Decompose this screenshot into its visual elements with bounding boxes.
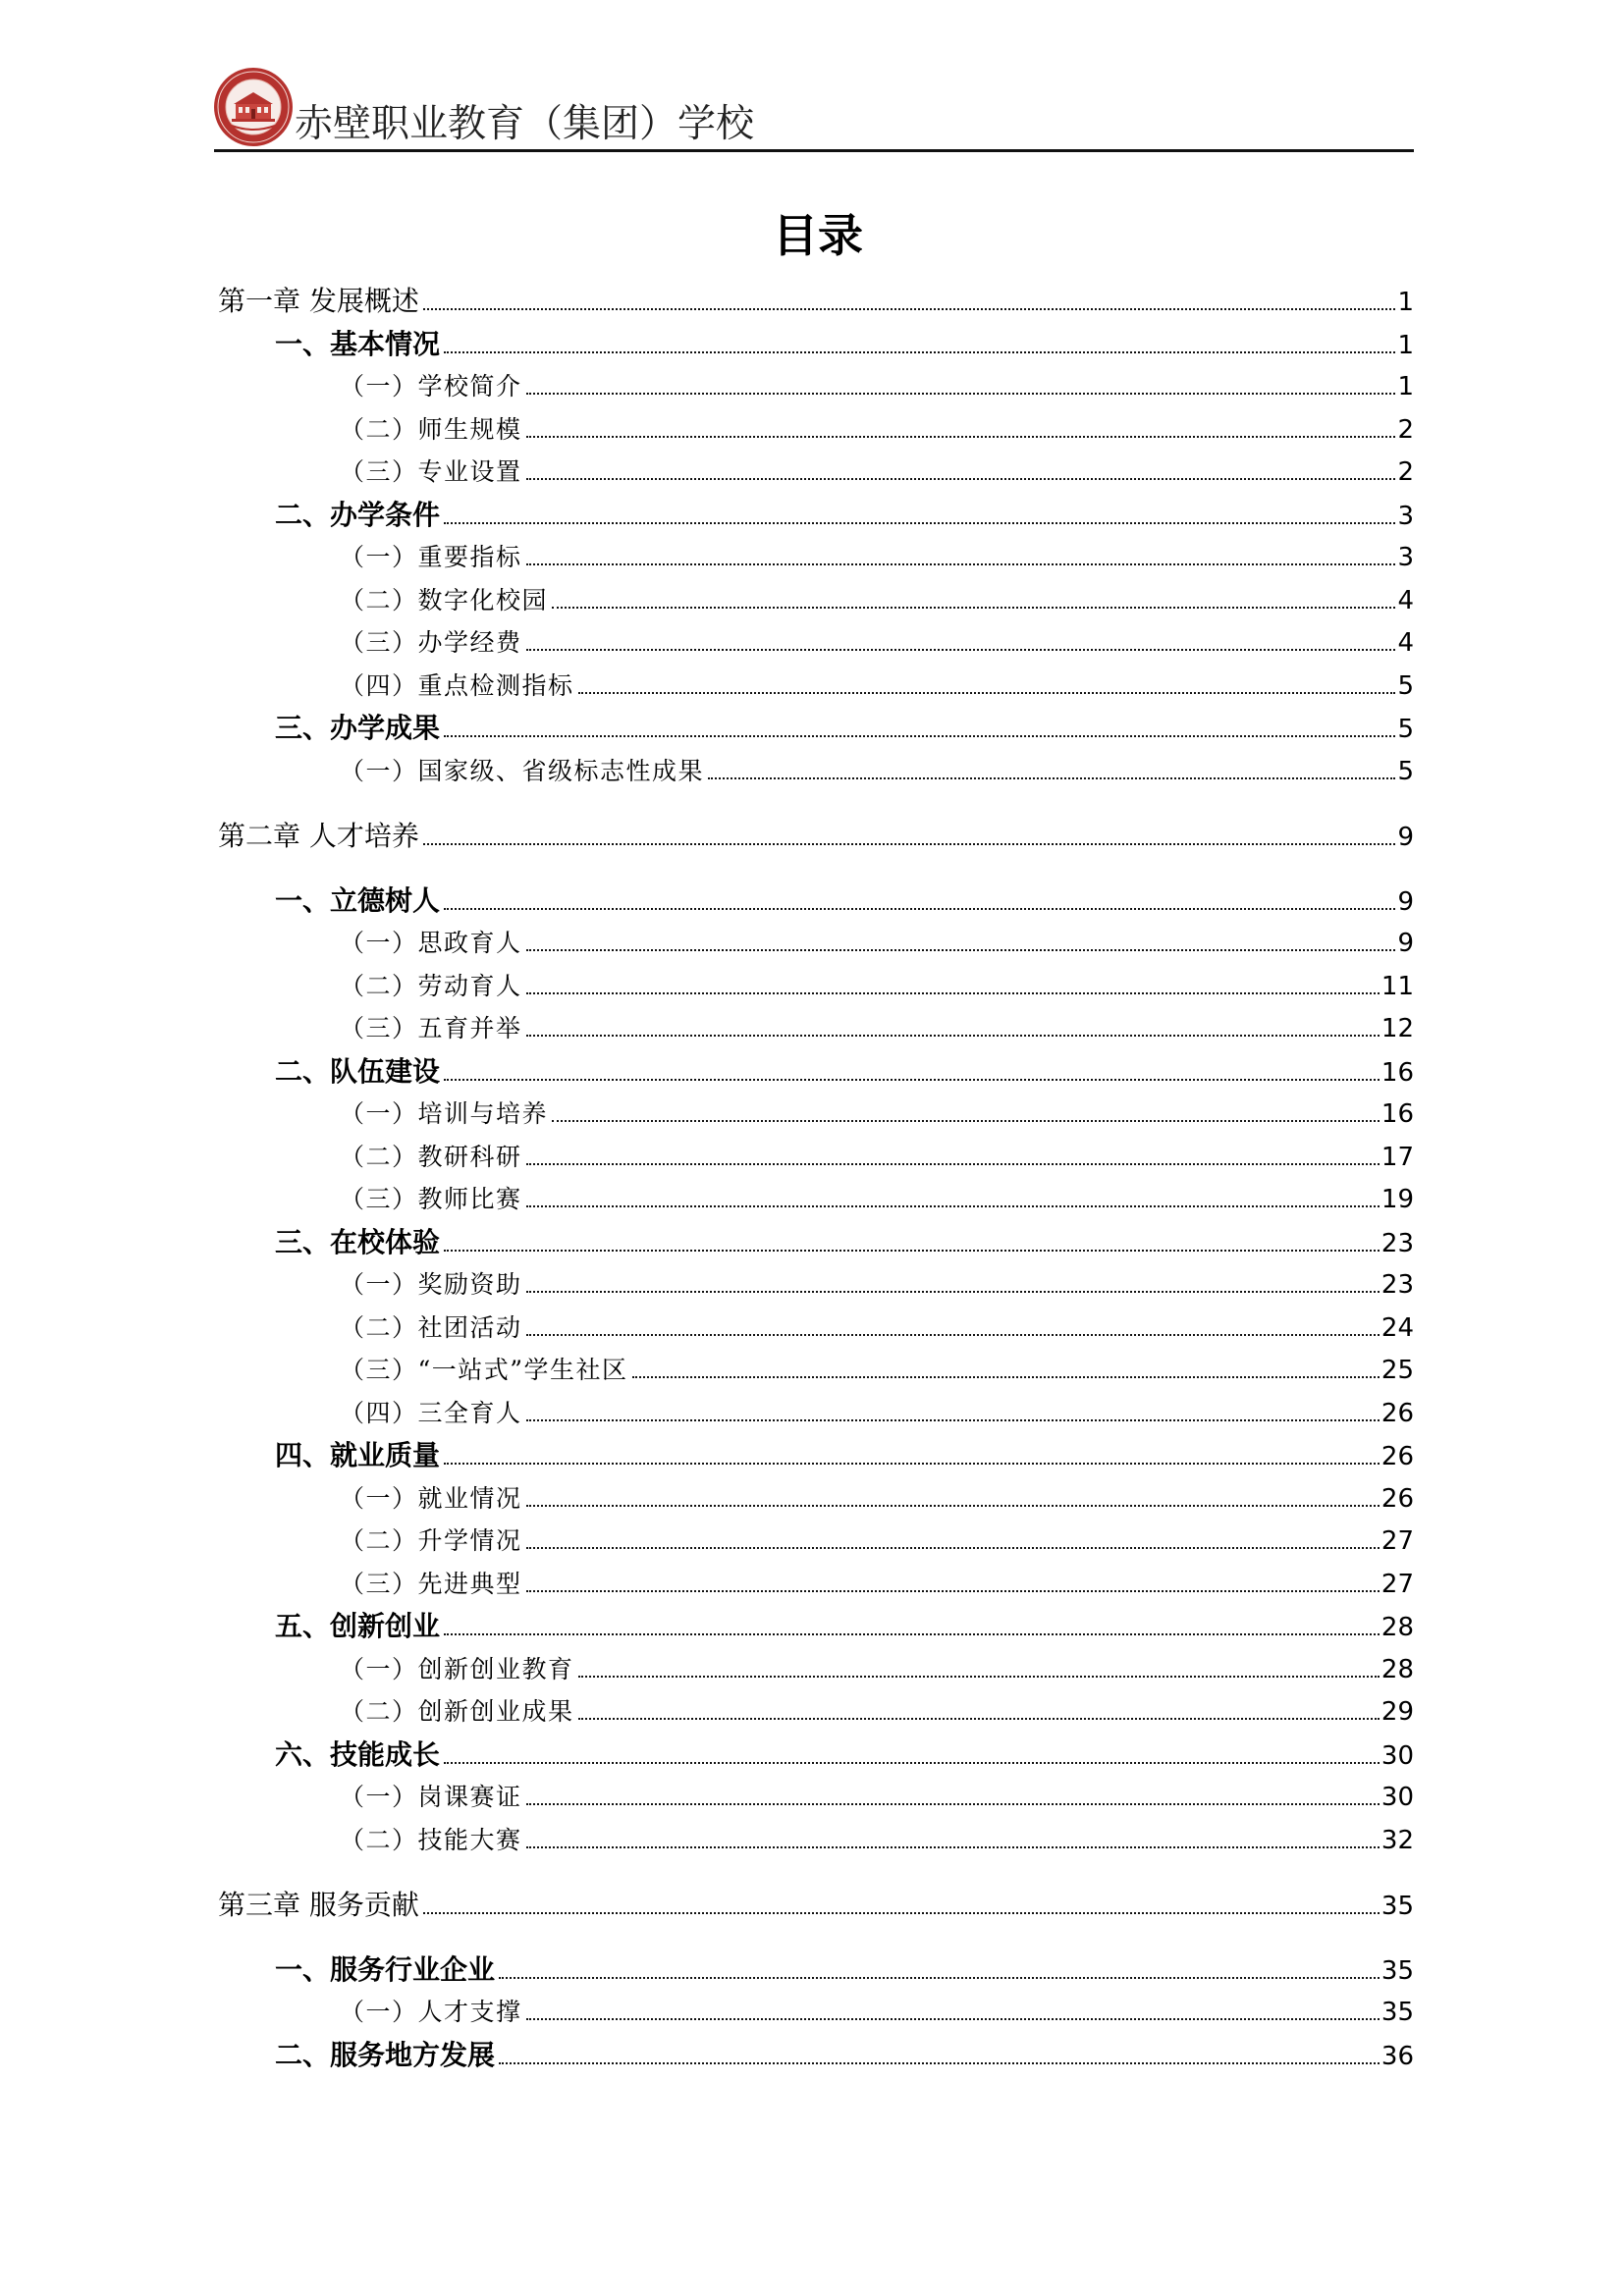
toc-entry-title: （二）教研科研 (340, 1142, 522, 1171)
school-name: 赤壁职业教育（集团）学校 (295, 102, 755, 146)
toc-item-entry[interactable] (218, 1307, 1414, 1350)
toc-item-entry[interactable] (218, 1648, 1414, 1691)
toc-page-number: 1 (1397, 288, 1414, 317)
dot-leader (423, 843, 1396, 845)
dot-leader (444, 1633, 1380, 1635)
school-emblem-icon (212, 65, 295, 149)
toc-item-entry[interactable] (218, 451, 1414, 494)
toc-item-entry[interactable] (218, 1520, 1414, 1563)
toc-entry-title: 二、服务地方发展 (275, 2038, 496, 2071)
toc-section-entry[interactable] (218, 1605, 1414, 1648)
toc-item-entry[interactable] (218, 922, 1414, 965)
toc-page-number: 2 (1397, 457, 1414, 487)
toc-page-number: 1 (1397, 330, 1414, 360)
dot-leader (526, 949, 1396, 951)
toc-entry-title: （二）数字化校园 (340, 585, 549, 614)
dot-leader (444, 522, 1395, 524)
toc-entry-title: 三、在校体验 (275, 1225, 441, 1258)
toc-entry-title: （一）创新创业教育 (340, 1654, 574, 1683)
toc-page-number: 26 (1380, 1483, 1414, 1514)
toc-entry-title: （一）学校简介 (340, 372, 522, 400)
toc-section-entry[interactable] (218, 2034, 1414, 2077)
toc-entry-title: 一、立德树人 (275, 883, 441, 917)
toc-chapter-entry[interactable] (218, 1884, 1414, 1927)
dot-leader (526, 1205, 1380, 1207)
toc-page-number: 32 (1380, 1825, 1414, 1855)
toc-entry-title: （一）岗课赛证 (340, 1783, 522, 1811)
toc-entry-title: （一）奖励资助 (340, 1270, 522, 1299)
toc-chapter-entry[interactable] (218, 815, 1414, 858)
toc-page-number: 11 (1380, 971, 1414, 1001)
toc-item-entry[interactable] (218, 1136, 1414, 1179)
toc-page-number: 16 (1380, 1057, 1414, 1088)
dot-leader (632, 1376, 1380, 1378)
toc-entry-title: （二）创新创业成果 (340, 1697, 574, 1726)
toc-entry-title: 二、办学条件 (275, 498, 441, 531)
toc-section-entry[interactable] (218, 880, 1414, 923)
toc-entry-title: （二）师生规模 (340, 414, 522, 444)
toc-item-entry[interactable] (218, 365, 1414, 408)
dot-leader (526, 1505, 1380, 1507)
toc-chapter-block (218, 280, 1414, 792)
dot-leader (526, 1334, 1380, 1336)
toc-item-entry[interactable] (218, 1007, 1414, 1050)
toc-entry-title: 五、创新创业 (275, 1610, 441, 1642)
toc-entry-title: （三）五育并举 (340, 1014, 522, 1042)
toc-page-number: 5 (1397, 715, 1414, 744)
toc-item-entry[interactable] (218, 1349, 1414, 1392)
toc-page-number: 26 (1380, 1398, 1414, 1428)
toc-entry-title: 第二章 人才培养 (218, 820, 419, 852)
toc-item-entry[interactable] (218, 1178, 1414, 1221)
page-title: 目录 (773, 209, 863, 262)
dot-leader (499, 2062, 1380, 2064)
toc-page-number: 3 (1397, 501, 1414, 531)
toc-item-entry[interactable] (218, 965, 1414, 1008)
dot-leader (526, 992, 1380, 994)
toc-item-entry[interactable] (218, 408, 1414, 452)
toc-section-entry[interactable] (218, 707, 1414, 750)
toc-entry-title: （三）专业设置 (340, 457, 522, 486)
toc-entry-title: （三）“一站式”学生社区 (340, 1356, 628, 1384)
toc-page-number: 27 (1380, 1526, 1414, 1556)
toc-item-entry[interactable] (218, 1819, 1414, 1862)
toc-item-entry[interactable] (218, 1093, 1414, 1136)
toc-item-entry[interactable] (218, 1392, 1414, 1435)
toc-page-number: 26 (1380, 1442, 1414, 1471)
toc-entry-title: （一）国家级、省级标志性成果 (340, 756, 705, 785)
dot-leader (444, 735, 1395, 737)
toc-page-number: 16 (1380, 1099, 1414, 1129)
toc-entry-title: （三）先进典型 (340, 1569, 522, 1598)
toc-page-number: 30 (1380, 1783, 1414, 1812)
toc-page-number: 19 (1380, 1185, 1414, 1214)
toc-entry-title: 第三章 服务贡献 (218, 1889, 419, 1921)
toc-item-entry[interactable] (218, 1563, 1414, 1606)
toc-entry-title: 六、技能成长 (275, 1737, 441, 1771)
toc-item-entry[interactable] (218, 1690, 1414, 1734)
toc-page-number: 27 (1380, 1569, 1414, 1599)
toc-section-entry[interactable] (218, 1734, 1414, 1777)
toc-entry-title: 三、办学成果 (275, 712, 441, 744)
toc-page-number: 5 (1397, 756, 1414, 786)
toc-entry-title: （一）人才支撑 (340, 1998, 522, 2026)
dot-leader (444, 1079, 1380, 1081)
toc-section-entry[interactable] (218, 494, 1414, 537)
dot-leader (444, 908, 1395, 910)
toc-item-entry[interactable] (218, 1477, 1414, 1521)
toc-chapter-entry[interactable] (218, 280, 1414, 323)
dot-leader (552, 1120, 1380, 1122)
dot-leader (526, 1590, 1380, 1592)
toc-section-entry[interactable] (218, 1434, 1414, 1477)
toc-section-entry[interactable] (218, 1221, 1414, 1264)
toc-entry-title: 四、就业质量 (275, 1439, 441, 1471)
toc-page-number: 5 (1397, 670, 1414, 701)
toc-chapter-block (218, 815, 1414, 1861)
toc-page-number: 28 (1380, 1613, 1414, 1642)
toc-entry-title: 第一章 发展概述 (218, 285, 419, 317)
toc-page-number: 36 (1380, 2041, 1414, 2071)
toc-page-number: 28 (1380, 1654, 1414, 1684)
toc-page-number: 3 (1397, 543, 1414, 572)
table-of-contents (218, 280, 1414, 2076)
toc-page-number: 24 (1380, 1312, 1414, 1343)
toc-page-number: 30 (1380, 1740, 1414, 1771)
toc-entry-title: （一）就业情况 (340, 1483, 522, 1513)
dot-leader (526, 1291, 1380, 1293)
dot-leader (526, 393, 1396, 395)
toc-entry-title: （二）升学情况 (340, 1526, 522, 1555)
dot-leader (526, 1163, 1380, 1165)
toc-page-number: 23 (1380, 1270, 1414, 1300)
dot-leader (423, 308, 1396, 310)
dot-leader (526, 563, 1396, 565)
toc-entry-title: （三）教师比赛 (340, 1185, 522, 1213)
toc-page-number: 4 (1397, 585, 1414, 615)
toc-entry-title: （二）技能大赛 (340, 1825, 522, 1854)
toc-section-entry[interactable] (218, 323, 1414, 366)
toc-page-number: 9 (1397, 886, 1414, 917)
toc-item-entry[interactable] (218, 1991, 1414, 2034)
dot-leader (552, 607, 1395, 609)
header-divider (214, 149, 1414, 152)
dot-leader (444, 1762, 1380, 1764)
toc-page-number: 12 (1380, 1014, 1414, 1043)
toc-page-number: 29 (1380, 1697, 1414, 1727)
toc-item-entry[interactable] (218, 1776, 1414, 1819)
dot-leader (526, 1846, 1380, 1848)
toc-page-number: 2 (1397, 414, 1414, 445)
toc-item-entry[interactable] (218, 621, 1414, 665)
toc-item-entry[interactable] (218, 536, 1414, 579)
dot-leader (526, 1035, 1380, 1037)
toc-item-entry[interactable] (218, 579, 1414, 622)
toc-page-number: 25 (1380, 1356, 1414, 1385)
toc-entry-title: （二）社团活动 (340, 1312, 522, 1342)
toc-entry-title: （三）办学经费 (340, 628, 522, 657)
toc-item-entry[interactable] (218, 1263, 1414, 1307)
dot-leader (578, 692, 1396, 694)
toc-entry-title: 一、服务行业企业 (275, 1952, 496, 1986)
dot-leader (578, 1676, 1380, 1678)
dot-leader (708, 777, 1395, 779)
toc-entry-title: （四）重点检测指标 (340, 670, 574, 700)
toc-page-number: 23 (1380, 1228, 1414, 1258)
toc-page-number: 35 (1380, 1998, 1414, 2027)
dot-leader (526, 2018, 1380, 2020)
toc-entry-title: （二）劳动育人 (340, 971, 522, 1000)
dot-leader (526, 436, 1396, 438)
dot-leader (526, 1803, 1380, 1805)
toc-item-entry[interactable] (218, 665, 1414, 708)
dot-leader (526, 1419, 1380, 1421)
dot-leader (526, 649, 1396, 651)
dot-leader (423, 1912, 1380, 1914)
toc-page-number: 4 (1397, 628, 1414, 658)
toc-entry-title: （一）培训与培养 (340, 1099, 549, 1128)
toc-entry-title: 一、基本情况 (275, 327, 441, 360)
toc-page-number: 9 (1397, 929, 1414, 958)
toc-section-entry[interactable] (218, 1949, 1414, 1992)
toc-entry-title: 二、队伍建设 (275, 1054, 441, 1088)
toc-page-number: 17 (1380, 1142, 1414, 1172)
toc-entry-title: （一）思政育人 (340, 929, 522, 957)
dot-leader (578, 1718, 1380, 1720)
dot-leader (499, 1977, 1380, 1979)
toc-page-number: 1 (1397, 372, 1414, 401)
toc-chapter-block (218, 1884, 1414, 2076)
dot-leader (526, 478, 1396, 480)
dot-leader (444, 351, 1395, 353)
toc-section-entry[interactable] (218, 1050, 1414, 1094)
toc-entry-title: （四）三全育人 (340, 1398, 522, 1427)
toc-page-number: 9 (1397, 823, 1414, 852)
toc-page-number: 35 (1380, 1892, 1414, 1921)
toc-page-number: 35 (1380, 1955, 1414, 1986)
toc-entry-title: （一）重要指标 (340, 543, 522, 571)
toc-item-entry[interactable] (218, 750, 1414, 793)
dot-leader (444, 1250, 1380, 1252)
dot-leader (444, 1463, 1380, 1465)
dot-leader (526, 1547, 1380, 1549)
